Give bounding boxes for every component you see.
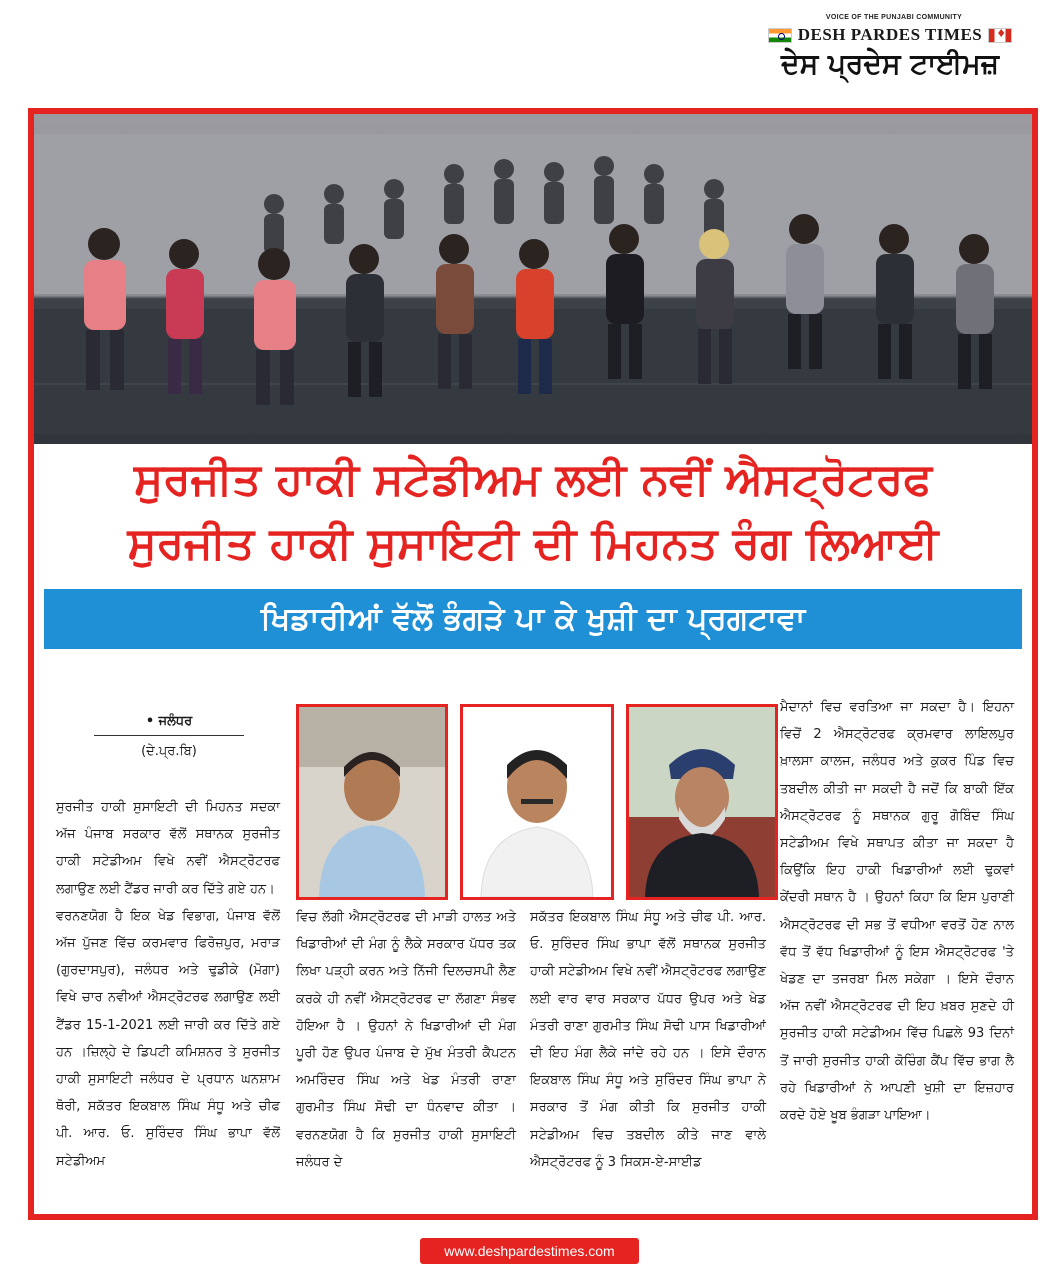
subheadline-text: ਖਿਡਾਰੀਆਂ ਵੱਲੋਂ ਭੰਗੜੇ ਪਾ ਕੇ ਖੁਸ਼ੀ ਦਾ ਪ੍ਰਗਟਾਵਾ [260,600,806,637]
headline-line-2: ਸੁਰਜੀਤ ਹਾਕੀ ਸੁਸਾਇਟੀ ਦੀ ਮਿਹਨਤ ਰੰਗ ਲਿਆਈ [127,518,939,569]
subheadline-banner [44,589,1022,649]
masthead-tagline: VOICE OF THE PUNJABI COMMUNITY [825,14,963,21]
column-4-text: ਮੈਦਾਨਾਂ ਵਿਚ ਵਰਤਿਆ ਜਾ ਸਕਦਾ ਹੈ। ਇਹਨਾ ਵਿਚੋਂ 2 ਐਸਟ੍ਰੋਟਰਫ ਕ੍ਰਮਵਾਰ ਲਾਇਲਪੁਰ ਖ਼ਾਲਸਾ ਕਾਲਜ, ਜਲੰਧਰ ਅਤੇ ਕੁਕਰ ਪਿੰਡ ਵਿਚ ਤਬਦੀਲ ਕੀਤੀ ਜਾ ਸਕਦੀ ਹੈ ਜਦੋਂ ਕਿ ਬਾਕੀ ਇੱਕ ਐਸਟ੍ਰੋਟਰਫ ਨੂੰ ਸਥਾਨਕ ਗੁਰੂ ਗੋਬਿੰਦ ਸਿੰਘ ਸਟੇਡੀਅਮ ਵਿਖੇ ਸਥਾਪਤ ਕੀਤਾ ਜਾ ਸਕਦਾ ਹੈ ਕਿਉਂਕਿ ਇਹ ਹਾਕੀ ਖਿਡਾਰੀਆਂ ਲਈ ਢੁਕਵਾਂ ਕੇਂਦਰੀ ਸਥਾਨ ਹੈ । ਉਹਨਾਂ ਕਿਹਾ ਕਿ ਇਸ ਪੁਰਾਣੀ ਐਸਟ੍ਰੋਟਰਫ ਦੀ ਸਭ ਤੋਂ ਵਧੀਆ ਵਰਤੋਂ ਹੋਣ ਨਾਲ ਵੱਧ ਤੋਂ ਵੱਧ ਖਿਡਾਰੀਆਂ ਨੂੰ ਇਸ ਐਸਟ੍ਰੋਟਰਫ 'ਤੇ ਖੇਡਣ ਦਾ ਤਜਰਬਾ ਮਿਲ ਸਕੇਗਾ । ਇਸੇ ਦੌਰਾਨ ਅੱਜ ਨਵੀਂ ਐਸਟ੍ਰੋਟਰਫ ਦੀ ਇਹ ਖ਼ਬਰ ਸੁਣਦੇ ਹੀ ਸੁਰਜੀਤ ਹਾਕੀ ਸਟੇਡੀਅਮ ਵਿੱਚ ਪਿਛਲੇ 93 ਦਿਨਾਂ ਤੋਂ ਜਾਰੀ ਸੁਰਜੀਤ ਹਾਕੀ ਕੋਚਿੰਗ ਕੈਂਪ ਵਿੱਚ ਭਾਗ ਲੈ ਰਹੇ ਖਿਡਾਰੀਆਂ ਨੇ ਆਪਣੀ ਖੁਸ਼ੀ ਦਾ ਇਜ਼ਹਾਰ ਕਰਦੇ ਹੋਏ ਖੂਬ ਭੰਗੜਾ ਪਾਇਆ। [780,700,1014,1124]
masthead [740,14,1040,96]
portrait-2-illustration [463,707,611,897]
footer [0,1238,1059,1264]
website-link[interactable]: www.deshpardestimes.com [420,1238,638,1264]
article-frame [28,108,1038,1220]
headline-line-1: ਸੁਰਜੀਤ ਹਾਕੀ ਸਟੇਡੀਅਮ ਲਈ ਨਵੀਂ ਐਸਟ੍ਰੋਟਰਫ [134,454,932,505]
dateline-divider [94,735,244,736]
column-1-paragraph-2: ਵਰਨਣਯੋਗ ਹੈ ਇਕ ਖੇਡ ਵਿਭਾਗ, ਪੰਜਾਬ ਵੱਲੋਂ ਅੱਜ ਪੁੱਜਣ ਵਿੱਚ ਕਰਮਵਾਰ ਫਿਰੋਜ਼ਪੁਰ, ਮਰਾੜ (ਗੁਰਦਾਸਪੁਰ), ਜਲੰਧਰ ਅਤੇ ਢੁਡੀਕੇ (ਮੋਗਾ) ਵਿਖੇ ਚਾਰ ਨਵੀਆਂ ਐਸਟ੍ਰੋਟਰਫ ਲਗਾਉਣ ਲਈ ਟੈਂਡਰ 15-1-2021 ਲਈ ਜਾਰੀ ਕਰ ਦਿੱਤੇ ਗਏ ਹਨ ।ਜ਼ਿਲ੍ਹੇ ਦੇ ਡਿਪਟੀ ਕਮਿਸ਼ਨਰ ਤੇ ਸੁਰਜੀਤ ਹਾਕੀ ਸੁਸਾਇਟੀ ਜਲੰਧਰ ਦੇ ਪ੍ਰਧਾਨ ਘਨਸ਼ਾਮ ਥੋਰੀ, ਸਕੱਤਰ ਇਕਬਾਲ ਸਿੰਘ ਸੰਧੂ ਅਤੇ ਚੀਫ ਪੀ. ਆਰ. ਓ. ਸੁਰਿੰਦਰ ਸਿੰਘ ਭਾਪਾ ਵੱਲੋਂ ਸਟੇਡੀਅਮ [56,908,280,1169]
portrait-photo-3 [626,704,778,900]
article-column-2 [296,904,516,1176]
portrait-1-illustration [299,707,445,897]
brand-row [740,25,1040,45]
brand-name-punjabi: ਦੇਸ ਪ੍ਰਦੇਸ ਟਾਈਮਜ਼ [781,47,999,80]
portrait-photo-2 [460,704,614,900]
portrait-photo-1 [296,704,448,900]
brand-name-english: DESH PARDES TIMES [797,25,983,44]
dancing-children-illustration [34,134,1032,434]
dateline-city: • ਜਲੰਧਰ [145,714,193,729]
lead-photo [34,114,1032,444]
column-1-paragraph-1: ਸੁਰਜੀਤ ਹਾਕੀ ਸੁਸਾਇਟੀ ਦੀ ਮਿਹਨਤ ਸਦਕਾ ਅੱਜ ਪੰਜਾਬ ਸਰਕਾਰ ਵੱਲੋਂ ਸਥਾਨਕ ਸੁਰਜੀਤ ਹਾਕੀ ਸਟੇਡੀਅਮ ਵਿਖੇ ਨਵੀਂ ਐਸਟ੍ਰੋਟਰਫ ਲਗਾਉਣ ਲਈ ਟੈਂਡਰ ਜਾਰੀ ਕਰ ਦਿੱਤੇ ਗਏ ਹਨ। [56,800,280,897]
article-column-3 [530,904,766,1176]
column-3-text: ਸਕੱਤਰ ਇਕਬਾਲ ਸਿੰਘ ਸੰਧੂ ਅਤੇ ਚੀਫ ਪੀ. ਆਰ. ਓ. ਸੁਰਿੰਦਰ ਸਿੰਘ ਭਾਪਾ ਵੱਲੋਂ ਸਥਾਨਕ ਸੁਰਜੀਤ ਹਾਕੀ ਸਟੇਡੀਅਮ ਵਿਖੇ ਨਵੀਂ ਐਸਟ੍ਰੋਟਰਫ ਲਗਾਉਣ ਲਈ ਵਾਰ ਵਾਰ ਸਰਕਾਰ ਪੱਧਰ ਉਪਰ ਅਤੇ ਖੇਡ ਮੰਤਰੀ ਰਾਣਾ ਗੁਰਮੀਤ ਸਿੰਘ ਸੋਢੀ ਪਾਸ ਖਿਡਾਰੀਆਂ ਦੀ ਇਹ ਮੰਗ ਲੈਕੇ ਜਾਂਦੇ ਰਹੇ ਹਨ । ਇਸੇ ਦੌਰਾਨ ਇਕਬਾਲ ਸਿੰਘ ਸੰਧੂ ਅਤੇ ਸੁਰਿੰਦਰ ਸਿੰਘ ਭਾਪਾ ਨੇ ਸਰਕਾਰ ਤੋਂ ਮੰਗ ਕੀਤੀ ਕਿ ਸੁਰਜੀਤ ਹਾਕੀ ਸਟੇਡੀਅਮ ਵਿਚ ਤਬਦੀਲ ਕੀਤੇ ਜਾਣ ਵਾਲੇ ਐਸਟ੍ਰੋਟਰਫ ਨੂੰ 3 ਸਿਕਸ-ਏ-ਸਾਈਡ [530,910,766,1170]
india-flag-icon [768,28,792,43]
column-2-text: ਵਿਚ ਲੱਗੀ ਐਸਟ੍ਰੋਟਰਫ ਦੀ ਮਾੜੀ ਹਾਲਤ ਅਤੇ ਖਿਡਾਰੀਆਂ ਦੀ ਮੰਗ ਨੂੰ ਲੈਕੇ ਸਰਕਾਰ ਪੱਧਰ ਤਕ ਲਿਖਾ ਪੜ੍ਹੀ ਕਰਨ ਅਤੇ ਨਿੱਜੀ ਦਿਲਚਸਪੀ ਲੈਣ ਕਰਕੇ ਹੀ ਨਵੀਂ ਐਸਟ੍ਰੋਟਰਫ ਦਾ ਲੱਗਣਾ ਸੰਭਵ ਹੋਇਆ ਹੈ । ਉਹਨਾਂ ਨੇ ਖਿਡਾਰੀਆਂ ਦੀ ਮੰਗ ਪੂਰੀ ਹੋਣ ਉਪਰ ਪੰਜਾਬ ਦੇ ਮੁੱਖ ਮੰਤਰੀ ਕੈਪਟਨ ਅਮਰਿੰਦਰ ਸਿੰਘ ਅਤੇ ਖੇਡ ਮੰਤਰੀ ਰਾਣਾ ਗੁਰਮੀਤ ਸਿੰਘ ਸੋਢੀ ਦਾ ਧੰਨਵਾਦ ਕੀਤਾ । ਵਰਨਣਯੋਗ ਹੈ ਕਿ ਸੁਰਜੀਤ ਹਾਕੀ ਸੁਸਾਇਟੀ ਜਲੰਧਰ ਦੇ [296,910,516,1170]
portrait-3-illustration [629,707,775,897]
dateline-source: (ਦੇ.ਪ੍ਰ.ਬਿ) [141,744,197,759]
canada-flag-icon [988,28,1012,43]
article-column-1 [56,794,280,1175]
article-column-4 [780,694,1014,1129]
dateline [74,714,264,759]
